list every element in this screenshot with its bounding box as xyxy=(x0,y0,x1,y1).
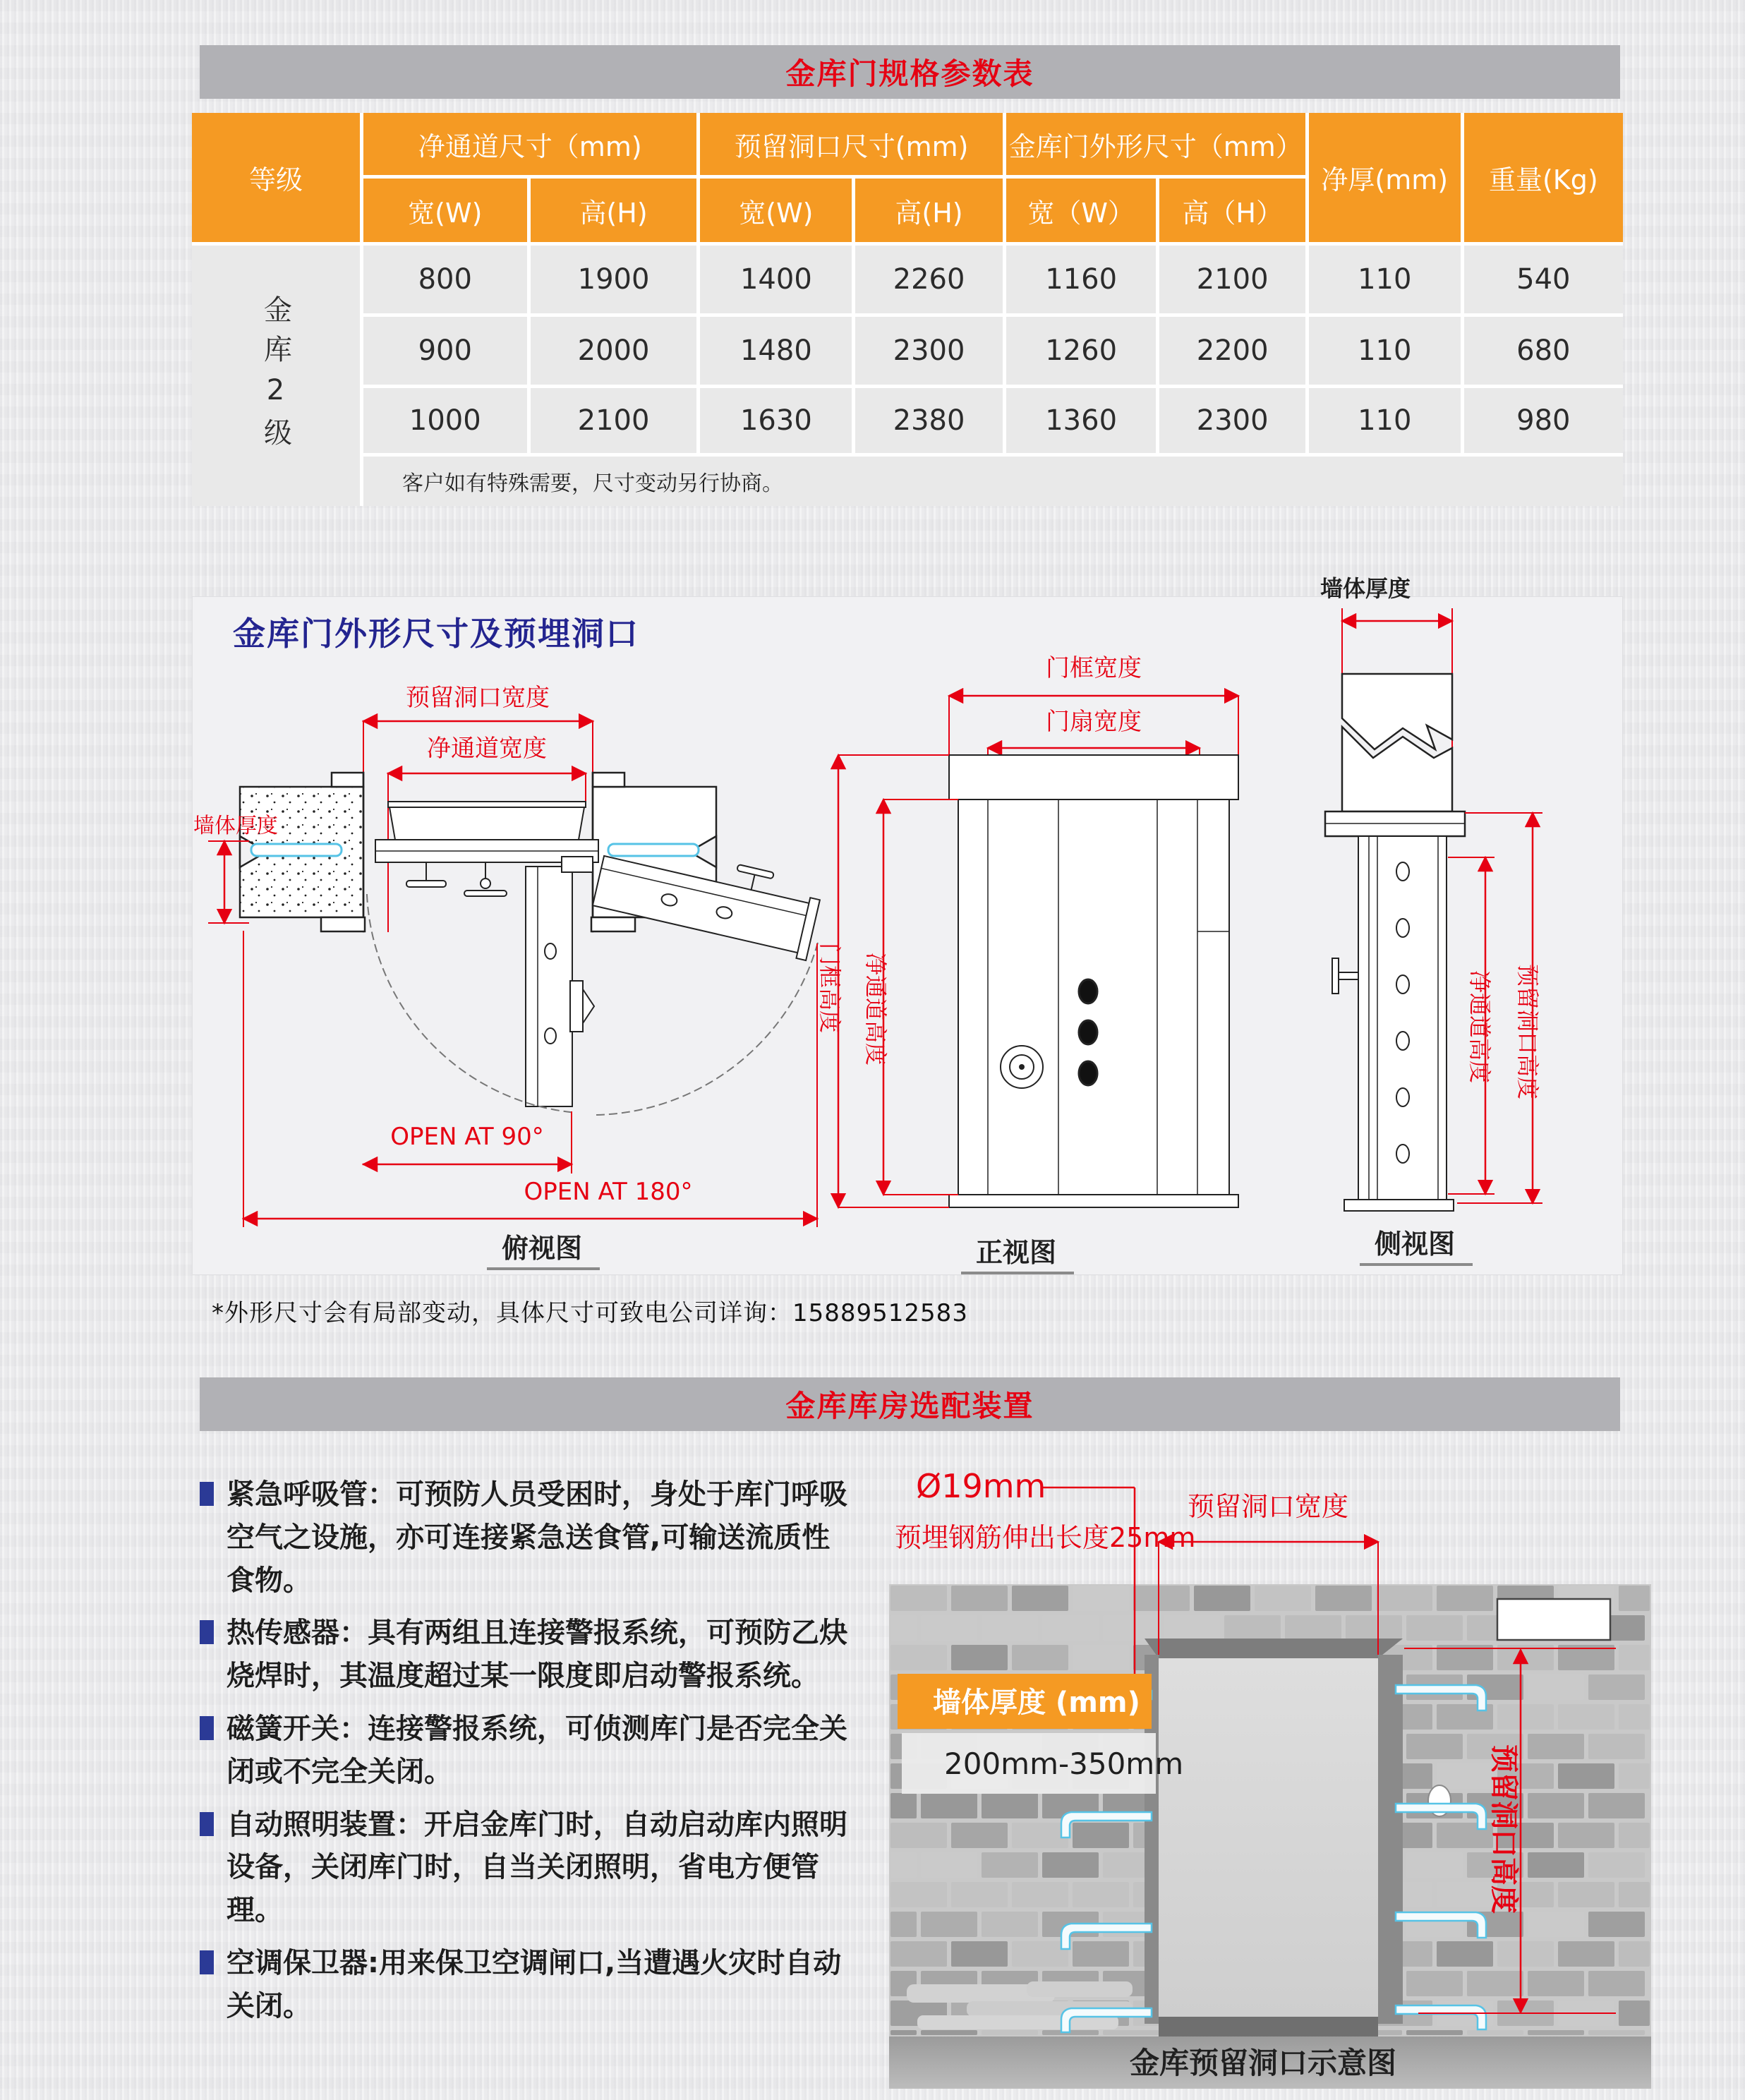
col-group-reserved-opening: 预留洞口尺寸(mm) xyxy=(700,113,1002,175)
opening-sill-shadow xyxy=(1159,2017,1378,2039)
spec-cell-r3-c7: 110 xyxy=(1309,388,1461,453)
spec-cell-r3-c6: 2300 xyxy=(1159,388,1305,453)
option-item-3 xyxy=(200,1708,856,1794)
wall-thickness-callout xyxy=(898,1674,1183,1794)
option-text: 空调保卫器:用来保卫空调闸口,当遭遇火灾时自动关闭。 xyxy=(227,1946,842,2022)
label-net-width: 净通道宽度 xyxy=(427,735,547,763)
spec-cell-r2-c8: 680 xyxy=(1464,317,1623,385)
spec-title: 金库门规格参数表 xyxy=(785,56,1034,91)
sub-header-h1: 高(H) xyxy=(531,179,697,242)
label-frame-width: 门框宽度 xyxy=(1046,654,1142,682)
options-title-bar xyxy=(200,1377,1620,1431)
bullet-square-icon xyxy=(200,1812,214,1836)
col-group-door-outline: 金库门外形尺寸（mm） xyxy=(1006,113,1305,175)
diagram-footnote: *外形尺寸会有局部变动，具体尺寸可致电公司详询：15889512583 xyxy=(212,1299,968,1327)
col-header-thickness: 净厚(mm) xyxy=(1309,113,1461,242)
grade-cell xyxy=(192,246,360,506)
option-item-4 xyxy=(200,1804,856,1932)
spec-cell-r2-c6: 2200 xyxy=(1159,317,1305,385)
sub-header-w3: 宽（W） xyxy=(1006,179,1157,242)
technical-drawing xyxy=(192,575,1623,1275)
option-item-5 xyxy=(200,1942,856,2028)
sub-header-h2: 高(H) xyxy=(855,179,1002,242)
spec-cell-r2-c2: 2000 xyxy=(531,317,697,385)
spec-cell-r2-c3: 1480 xyxy=(700,317,852,385)
spec-cell-r1-c1: 800 xyxy=(363,246,527,313)
option-item-1 xyxy=(200,1473,856,1602)
table-note: 客户如有特殊需要，尺寸变动另行协商。 xyxy=(363,457,1623,506)
bullet-square-icon xyxy=(200,1620,214,1644)
label-rebar-length: 预埋钢筋伸出长度25mm xyxy=(895,1522,1196,1553)
sub-header-w2: 宽(W) xyxy=(700,179,852,242)
option-text: 紧急呼吸管：可预防人员受困时，身处于库门呼吸空气之设施，亦可连接紧急送食管,可输送流质性食物。 xyxy=(227,1478,847,1597)
caption-top-view: 俯视图 xyxy=(501,1233,583,1264)
sub-header-h3: 高（H） xyxy=(1159,179,1305,242)
option-text: 自动照明装置：开启金库门时，自动启动库内照明设备，关闭库门时，自当关闭照明，省电方便管理。 xyxy=(227,1808,847,1927)
col-header-weight: 重量(Kg) xyxy=(1464,113,1623,242)
spec-cell-r3-c8: 980 xyxy=(1464,388,1623,453)
label-open-90: OPEN AT 90° xyxy=(390,1123,544,1151)
spec-cell-r3-c3: 1630 xyxy=(700,388,852,453)
wall-thickness-title: 墙体厚度 (mm) xyxy=(933,1686,1140,1719)
wall-diagram-caption: 金库预留洞口示意图 xyxy=(1129,2046,1397,2080)
diagram-title: 金库门外形尺寸及预埋洞口 xyxy=(233,615,639,653)
spec-cell-r2-c5: 1260 xyxy=(1006,317,1157,385)
col-group-net-passage: 净通道尺寸（mm) xyxy=(363,113,697,175)
spec-title-bar xyxy=(200,45,1620,99)
label-side-reserved-height: 预留洞口高度 xyxy=(1514,963,1541,1100)
label-frame-height: 门框高度 xyxy=(816,942,843,1034)
label-wall-thickness: 墙体厚度 xyxy=(193,814,278,838)
option-text: 磁簧开关：连接警报系统，可侦测库门是否完全关闭或不完全关闭。 xyxy=(227,1712,847,1788)
label-rebar-diameter: Ø19mm xyxy=(916,1467,1046,1505)
spec-cell-r1-c4: 2260 xyxy=(855,246,1002,313)
caption-side-view: 侧视图 xyxy=(1374,1229,1456,1260)
options-list xyxy=(200,1473,856,2038)
vent-plate xyxy=(1497,1599,1610,1640)
caption-front-view: 正视图 xyxy=(975,1237,1057,1268)
label-opening-height: 预留洞口高度 xyxy=(1487,1744,1520,1914)
spec-table xyxy=(192,113,1623,506)
spec-cell-r1-c5: 1160 xyxy=(1006,246,1157,313)
bullet-square-icon xyxy=(200,1716,214,1740)
spec-cell-r3-c2: 2100 xyxy=(531,388,697,453)
wall-thickness-range: 200mm-350mm xyxy=(944,1746,1184,1781)
bullet-square-icon xyxy=(200,1482,214,1506)
spec-cell-r3-c5: 1360 xyxy=(1006,388,1157,453)
spec-cell-r1-c2: 1900 xyxy=(531,246,697,313)
option-text: 热传感器：具有两组且连接警报系统，可预防乙炔烧焊时，其温度超过某一限度即启动警报系统。 xyxy=(227,1617,847,1693)
opening-right-jamb xyxy=(1378,1655,1403,2024)
label-reserved-width: 预留洞口宽度 xyxy=(406,684,550,712)
grade-value: 金库2级 xyxy=(259,294,292,457)
opening-lintel xyxy=(1145,1639,1403,1658)
top-view-drawing xyxy=(193,684,823,1270)
spec-cell-r3-c4: 2380 xyxy=(855,388,1002,453)
label-open-180: OPEN AT 180° xyxy=(524,1178,693,1206)
spec-cell-r2-c4: 2300 xyxy=(855,317,1002,385)
sub-header-w1: 宽(W) xyxy=(363,179,527,242)
col-header-grade: 等级 xyxy=(192,113,360,242)
label-net-height: 净通道高度 xyxy=(862,952,889,1066)
option-item-2 xyxy=(200,1612,856,1698)
options-title: 金库库房选配装置 xyxy=(785,1389,1034,1423)
spec-cell-r2-c7: 110 xyxy=(1309,317,1461,385)
side-view-drawing xyxy=(1320,575,1542,1266)
spec-cell-r1-c7: 110 xyxy=(1309,246,1461,313)
front-view-drawing xyxy=(816,654,1238,1274)
spec-cell-r1-c3: 1400 xyxy=(700,246,852,313)
label-side-net-height: 净通道高度 xyxy=(1466,970,1493,1084)
label-side-wall-thickness: 墙体厚度 xyxy=(1320,575,1411,602)
spec-cell-r2-c1: 900 xyxy=(363,317,527,385)
spec-cell-r1-c6: 2100 xyxy=(1159,246,1305,313)
label-leaf-width: 门扇宽度 xyxy=(1046,708,1142,736)
door-opening xyxy=(1159,1658,1378,2020)
label-opening-width: 预留洞口宽度 xyxy=(1187,1491,1349,1522)
bullet-square-icon xyxy=(200,1950,214,1974)
spec-cell-r1-c8: 540 xyxy=(1464,246,1623,313)
vault-opening-diagram xyxy=(868,1468,1672,2100)
spec-cell-r3-c1: 1000 xyxy=(363,388,527,453)
